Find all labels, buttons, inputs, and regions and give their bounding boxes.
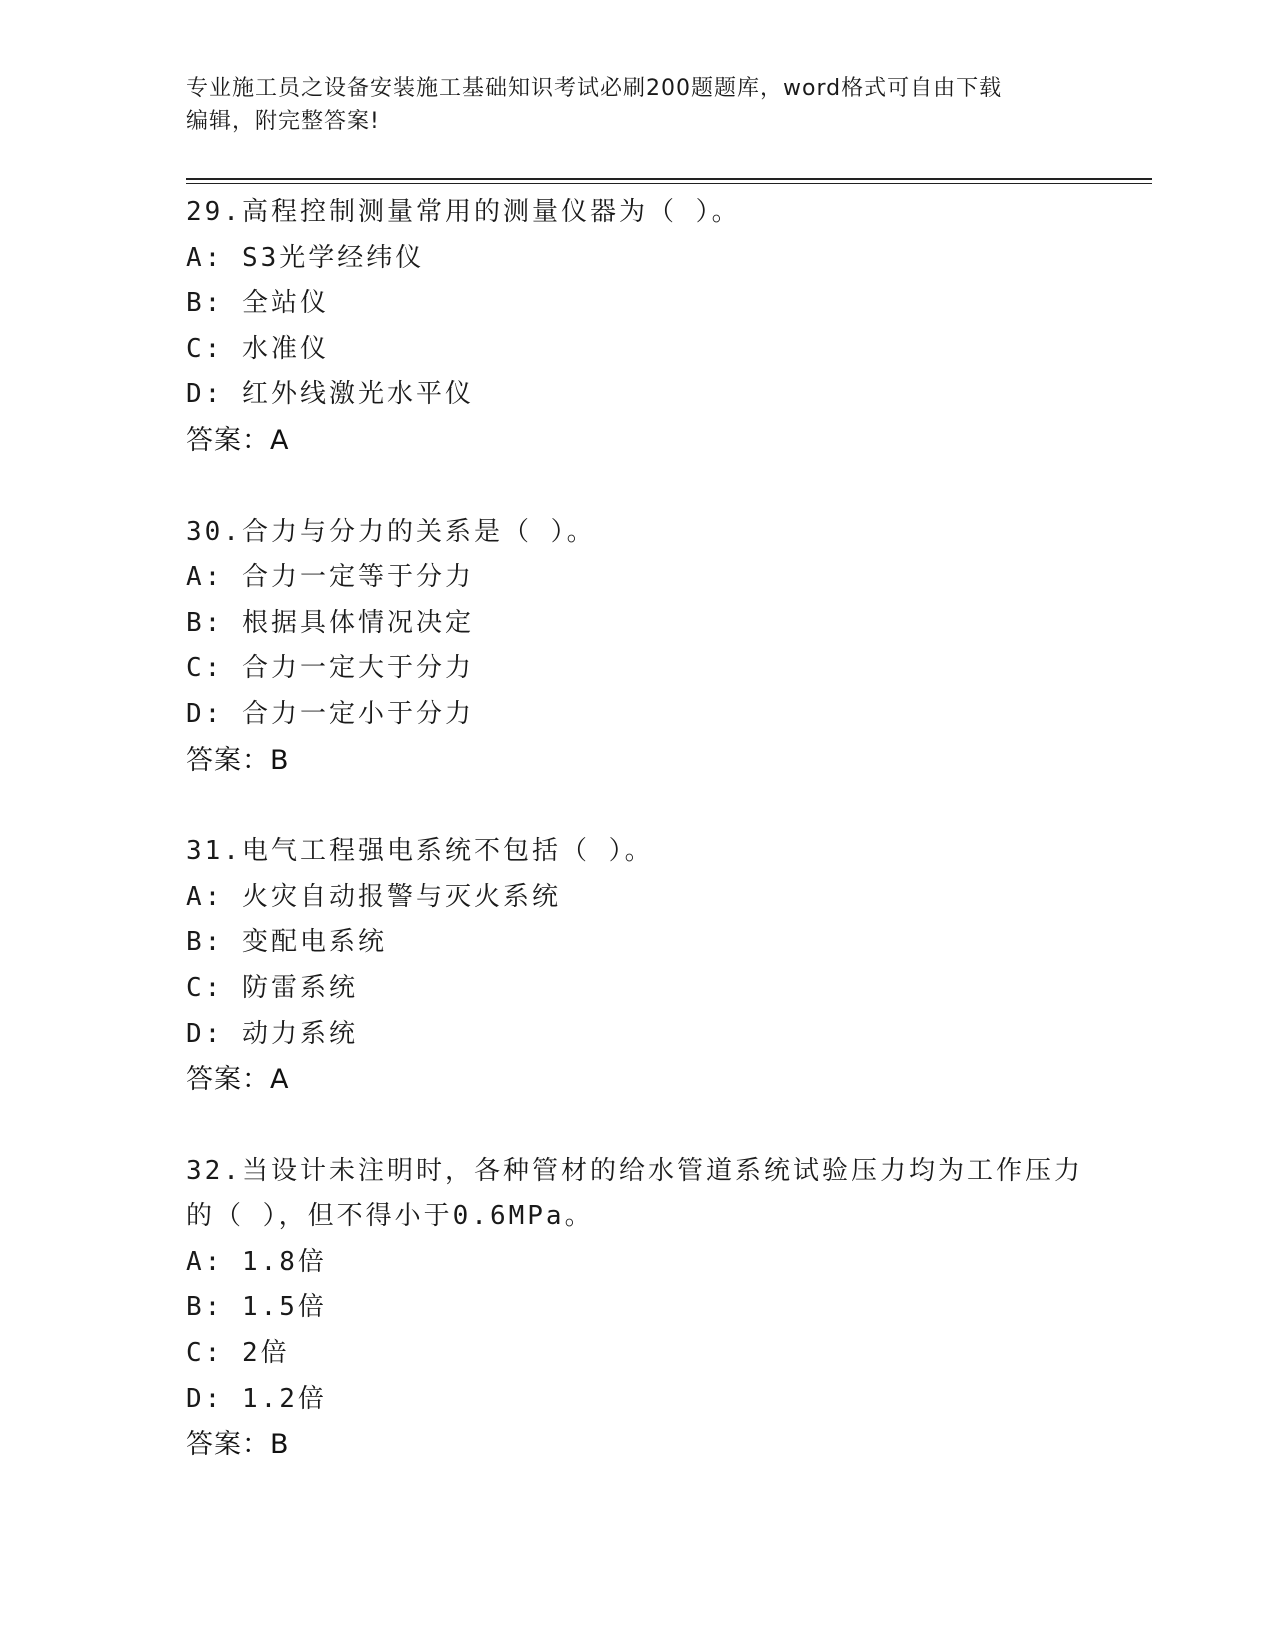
option-a: A: S3光学经纬仪: [186, 242, 425, 273]
question-stem-line-2: 的（ ），但不得小于0.6MPa。: [186, 1201, 594, 1232]
option-a: A: 合力一定等于分力: [186, 562, 474, 593]
option-d: D: 红外线激光水平仪: [186, 379, 474, 410]
answer-label: 答案：A: [186, 1064, 290, 1096]
question-32: [186, 1149, 1086, 1468]
header-title-line-2: 编辑，附完整答案!: [186, 109, 380, 134]
option-b: B: 根据具体情况决定: [186, 607, 474, 638]
option-b: B: 变配电系统: [186, 927, 387, 958]
answer-label: 答案：B: [186, 744, 290, 776]
header-title-line-1: 专业施工员之设备安装施工基础知识考试必刷200题题库，word格式可自由下载: [186, 76, 1003, 101]
question-list: [186, 190, 1086, 1468]
option-b: B: 全站仪: [186, 288, 329, 319]
option-c: C: 水准仪: [186, 333, 329, 364]
question-stem-line-1: 32.当设计未注明时，各种管材的给水管道系统试验压力均为工作压力: [186, 1155, 1083, 1186]
option-d: D: 1.2倍: [186, 1383, 327, 1414]
option-c: C: 合力一定大于分力: [186, 653, 474, 684]
option-c: C: 防雷系统: [186, 972, 358, 1003]
header-divider-thick: [186, 178, 1152, 180]
option-a: A: 1.8倍: [186, 1246, 327, 1277]
question-stem: 29.高程控制测量常用的测量仪器为（ ）。: [186, 197, 741, 227]
option-b: B: 1.5倍: [186, 1292, 327, 1323]
answer-label: 答案：A: [186, 424, 290, 456]
document-header: [186, 72, 1086, 138]
answer-label: 答案：B: [186, 1429, 290, 1461]
option-d: D: 合力一定小于分力: [186, 698, 474, 729]
question-31: [186, 829, 1086, 1103]
option-d: D: 动力系统: [186, 1018, 358, 1049]
option-a: A: 火灾自动报警与灭火系统: [186, 881, 561, 912]
option-c: C: 2倍: [186, 1338, 290, 1369]
header-divider-thin: [186, 183, 1152, 184]
question-30: [186, 510, 1086, 784]
question-stem: 31.电气工程强电系统不包括（ ）。: [186, 836, 654, 867]
question-29: [186, 190, 1086, 464]
question-stem: 30.合力与分力的关系是（ ）。: [186, 516, 596, 547]
